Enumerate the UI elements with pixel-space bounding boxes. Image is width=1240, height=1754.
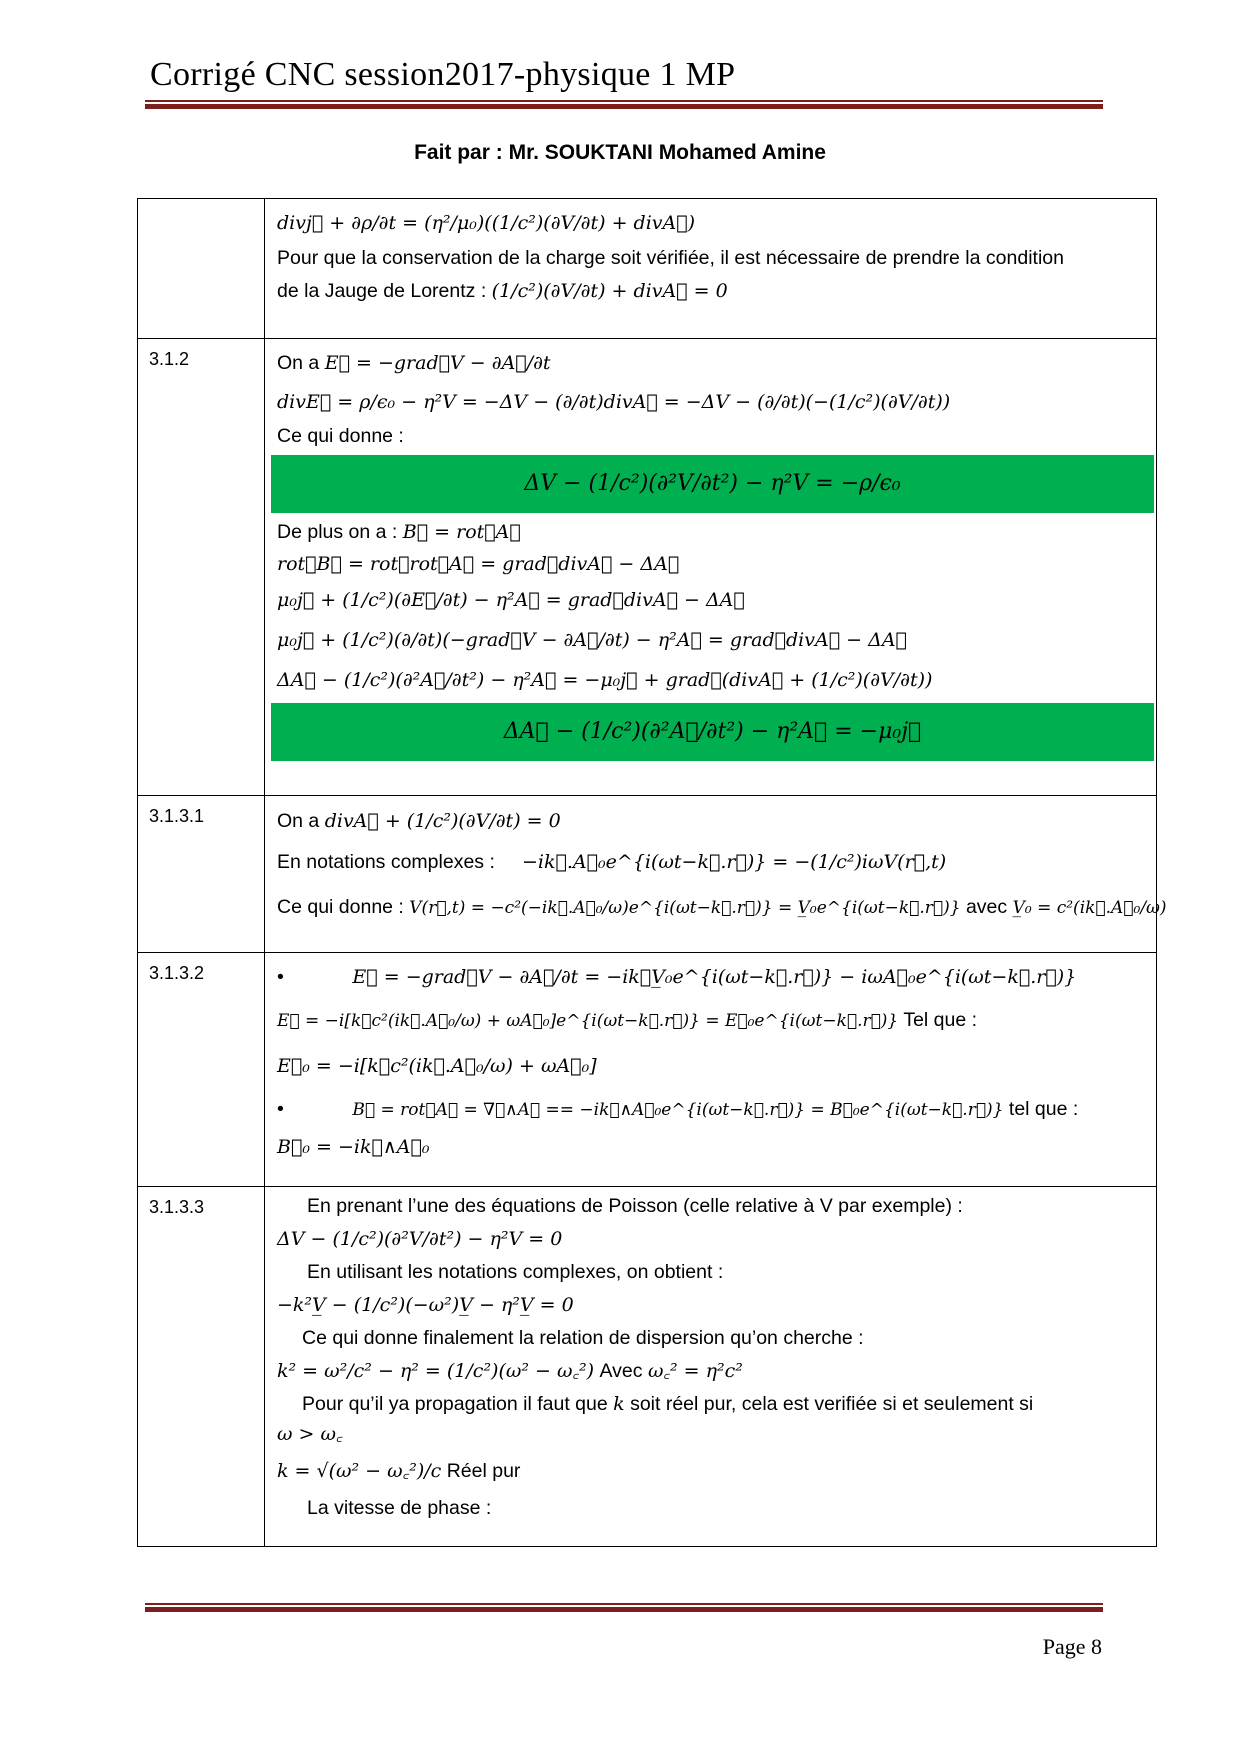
text-line: de la Jauge de Lorentz : <box>277 280 487 302</box>
equation: ΔV − (1/c²)(∂²V/∂t²) − η²V = 0 <box>277 1228 563 1250</box>
correction-table <box>137 198 1167 1547</box>
equation: k = √(ω² − ω꜀²)/c <box>277 1460 442 1482</box>
equation: ω > ω꜀ <box>277 1423 343 1445</box>
highlighted-result <box>271 703 1154 761</box>
header-rule-thick <box>145 104 1103 109</box>
text-line: En notations complexes : <box>277 851 495 873</box>
equation: V̲₀ = c²(ik⃗.A⃗₀/ω) <box>1012 898 1167 918</box>
equation: B⃗ = rot⃗A⃗ = ∇⃗∧A⃗ == −ik⃗∧A⃗₀e^{i(ωt−k⃗.r⃗)} = B⃗₀e^{i(ωt−k⃗.r⃗)} <box>352 1100 1004 1120</box>
question-number: 3.1.3.2 <box>138 953 265 1187</box>
text-line: La vitesse de phase : <box>307 1497 492 1519</box>
author-line: Fait par : Mr. SOUKTANI Mohamed Amine <box>414 141 826 164</box>
table-row <box>138 1187 1157 1547</box>
answer-cell <box>265 953 1157 1187</box>
answer-cell <box>265 199 1157 339</box>
equation: ΔV − (1/c²)(∂²V/∂t²) − η²V = −ρ/ϵ₀ <box>524 471 901 496</box>
answer-cell <box>265 339 1157 796</box>
equation: k <box>613 1393 625 1415</box>
equation: μ₀j⃗ + (1/c²)(∂/∂t)(−grad⃗V − ∂A⃗/∂t) − η²A⃗ = grad⃗divA⃗ − ΔA⃗ <box>277 629 907 651</box>
question-number: 3.1.3.3 <box>138 1187 265 1547</box>
answer-cell <box>265 796 1167 953</box>
equation: E⃗ = −grad⃗V − ∂A⃗/∂t <box>324 352 551 374</box>
equation: μ₀j⃗ + (1/c²)(∂E⃗/∂t) − η²A⃗ = grad⃗divA⃗ − ΔA⃗ <box>277 589 745 611</box>
question-number: 3.1.2 <box>138 339 265 796</box>
page-number: Page 8 <box>1042 1634 1102 1659</box>
table-row <box>138 199 1157 339</box>
question-number: 3.1.3.1 <box>138 796 265 953</box>
text-line: Ce qui donne : <box>277 896 404 918</box>
equation: V(r⃗,t) = −c²(−ik⃗.A⃗₀/ω)e^{i(ωt−k⃗.r⃗)} = V̲₀e^{i(ωt−k⃗.r⃗)} <box>409 898 961 918</box>
text-line: Ce qui donne : <box>277 425 404 447</box>
text-line: Réel pur <box>446 1460 521 1482</box>
text-line: On a <box>277 352 320 374</box>
text-line: Ce qui donne finalement la relation de dispersion qu’on cherche : <box>302 1327 864 1349</box>
footer-rule-thin <box>145 1603 1103 1605</box>
equation: B⃗₀ = −ik⃗∧A⃗₀ <box>277 1136 430 1158</box>
equation: E⃗ = −grad⃗V − ∂A⃗/∂t = −ik⃗V̲₀e^{i(ωt−k⃗.r⃗)} − iωA⃗₀e^{i(ωt−k⃗.r⃗)} <box>352 966 1077 988</box>
text-line: avec <box>965 896 1008 918</box>
equation: ΔA⃗ − (1/c²)(∂²A⃗/∂t²) − η²A⃗ = −μ₀j⃗ + grad⃗(divA⃗ + (1/c²)(∂V/∂t)) <box>277 669 933 691</box>
answer-cell <box>265 1187 1157 1547</box>
equation: −ik⃗.A⃗₀e^{i(ωt−k⃗.r⃗)} = −(1/c²)iωV(r⃗,t) <box>521 851 947 873</box>
equation: ω꜀² = η²c² <box>647 1360 743 1382</box>
text-line: En prenant l’une des équations de Poisson (celle relative à V par exemple) : <box>307 1195 963 1217</box>
equation: (1/c²)(∂V/∂t) + divA⃗ = 0 <box>491 280 728 302</box>
equation: −k²V̲ − (1/c²)(−ω²)V̲ − η²V̲ = 0 <box>277 1294 574 1316</box>
equation: divA⃗ + (1/c²)(∂V/∂t) = 0 <box>324 810 561 832</box>
equation: k² = ω²/c² − η² = (1/c²)(ω² − ω꜀²) <box>277 1360 595 1382</box>
page-header-title: Corrigé CNC session2017-physique 1 MP <box>150 56 736 93</box>
text-line: Pour que la conservation de la charge soit vérifiée, il est nécessaire de prendre la condition <box>277 247 1064 269</box>
table-row <box>138 796 1157 953</box>
text-line: De plus on a : <box>277 521 398 543</box>
text-line: On a <box>277 810 320 832</box>
equation: divE⃗ = ρ/ϵ₀ − η²V = −ΔV − (∂/∂t)divA⃗ = −ΔV − (∂/∂t)(−(1/c²)(∂V/∂t)) <box>277 391 951 413</box>
header-rule-thin <box>145 100 1103 102</box>
text-line: Avec <box>599 1360 643 1382</box>
footer-rule-thick <box>145 1607 1103 1612</box>
highlighted-result <box>271 455 1154 513</box>
table-row <box>138 339 1157 796</box>
equation: rot⃗B⃗ = rot⃗rot⃗A⃗ = grad⃗divA⃗ − ΔA⃗ <box>277 553 680 575</box>
text-line: tel que : <box>1008 1098 1079 1120</box>
text-line: En utilisant les notations complexes, on obtient : <box>307 1261 724 1283</box>
bullet: • <box>277 1098 284 1120</box>
equation: E⃗₀ = −i[k⃗c²(ik⃗.A⃗₀/ω) + ωA⃗₀] <box>277 1055 597 1077</box>
equation: E⃗ = −i[k⃗c²(ik⃗.A⃗₀/ω) + ωA⃗₀]e^{i(ωt−k⃗.r⃗)} = E⃗₀e^{i(ωt−k⃗.r⃗)} <box>277 1011 899 1031</box>
text-line: Tel que : <box>903 1009 978 1031</box>
equation: divj⃗ + ∂ρ/∂t = (η²/μ₀)((1/c²)(∂V/∂t) + divA⃗) <box>277 212 696 234</box>
equation: ΔA⃗ − (1/c²)(∂²A⃗/∂t²) − η²A⃗ = −μ₀j⃗ <box>503 719 922 744</box>
table-row <box>138 953 1157 1187</box>
text-line: Pour qu’il ya propagation il faut que <box>302 1393 608 1415</box>
question-number <box>138 199 265 339</box>
equation: B⃗ = rot⃗A⃗ <box>402 521 521 543</box>
text-line: soit réel pur, cela est verifiée si et seulement si <box>630 1393 1034 1415</box>
bullet: • <box>277 966 284 988</box>
